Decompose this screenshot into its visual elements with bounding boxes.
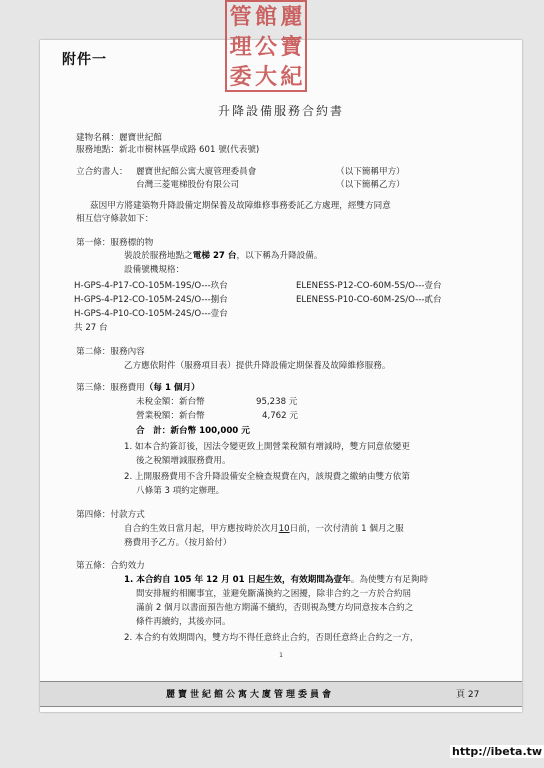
seal-char: 寶 bbox=[280, 35, 303, 60]
watermark-url: http://ibeta.tw bbox=[452, 745, 543, 758]
seal-char: 麗 bbox=[280, 5, 303, 30]
s5-effective-date: 1. 本合約自 105 年 12 月 01 日起生效，有效期間為壹年 bbox=[124, 575, 351, 585]
spec-item: H-GPS-4-P10-CO-105M-24S/O---壹台 bbox=[74, 309, 228, 319]
spec-item: H-GPS-4-P12-CO-105M-24S/O---捌台 bbox=[74, 295, 228, 305]
section-4-line-2: 務費用予乙方。（按月給付） bbox=[124, 538, 232, 548]
fee-note: 1. 如本合約簽訂後，因法令變更致上開營業稅額有增減時，雙方同意依變更 bbox=[124, 442, 410, 452]
document-page bbox=[40, 5, 522, 712]
section-4-line-1 bbox=[124, 523, 404, 535]
section-5-para-1 bbox=[124, 574, 428, 586]
attachment-label: 附件一 bbox=[62, 52, 107, 68]
spec-item: ELENESS-P12-CO-60M-5S/O---壹台 bbox=[296, 281, 442, 291]
seal-char: 大 bbox=[254, 65, 277, 90]
spec-item: H-GPS-4-P17-CO-105M-19S/O---玖台 bbox=[74, 281, 228, 291]
seal-char: 公 bbox=[254, 35, 277, 60]
section-5-heading: 第五條：合約效力 bbox=[76, 561, 145, 571]
intro-line-2: 相互信守條款如下： bbox=[76, 214, 154, 224]
section-5-line: 滿前 2 個月以書面預告他方期滿不續約，否則視為雙方均同意按本合約之 bbox=[136, 603, 414, 613]
s1-text-a: 裝設於服務地點之 bbox=[124, 251, 193, 261]
footer-bar bbox=[40, 681, 522, 705]
footer-page-number: 頁 27 bbox=[456, 690, 480, 700]
seal-char: 管 bbox=[229, 5, 252, 30]
seal-char: 理 bbox=[229, 35, 252, 60]
spec-total: 共 27 台 bbox=[74, 323, 108, 333]
party-a-note: （以下簡稱甲方） bbox=[336, 167, 405, 177]
s1-elevator-count: 電梯 27 台 bbox=[192, 251, 237, 261]
section-5-line: 間安排履約相關事宜，並避免斷滿換約之困擾，除非合約之一方於合約屆 bbox=[136, 589, 412, 599]
section-3-heading bbox=[76, 381, 200, 393]
fee-total: 合 計：新台幣 100,000 元 bbox=[136, 426, 250, 436]
s4-text-b: 日前，一次付清前 1 個月之服 bbox=[289, 524, 404, 534]
fee-label: 營業稅額： bbox=[136, 411, 179, 421]
committee-seal-stamp bbox=[225, 0, 307, 92]
party-b-name: 台灣三菱電梯股份有限公司 bbox=[136, 180, 240, 190]
s1-text-c: ，以下稱為升降設備。 bbox=[236, 251, 323, 261]
parties-label: 立合約書人： bbox=[76, 167, 128, 177]
address-row bbox=[76, 144, 259, 156]
s3-heading-text: 第三條：服務費用 bbox=[76, 383, 145, 393]
s3-heading-period: （每 1 個月） bbox=[144, 383, 200, 393]
fee-currency: 新台幣 bbox=[178, 397, 205, 407]
seal-char: 紀 bbox=[280, 65, 303, 90]
fee-row bbox=[136, 396, 205, 408]
fee-note: 後之稅額增減服務費用。 bbox=[136, 456, 231, 466]
party-a-name: 麗寶世紀館公寓大廈管理委員會 bbox=[136, 167, 257, 177]
party-b-note: （以下簡稱乙方） bbox=[336, 180, 405, 190]
spec-item: ELENESS-P10-CO-60M-2S/O---貳台 bbox=[296, 295, 442, 305]
address-value: 新北市樹林區學成路 601 號(代表號) bbox=[118, 145, 260, 155]
fee-label: 未稅金額： bbox=[136, 397, 179, 407]
address-label: 服務地點： bbox=[76, 145, 119, 155]
section-2-text: 乙方應依附件（服務項目表）提供升降設備定期保養及故障維修服務。 bbox=[124, 361, 391, 371]
footer-organization: 麗寶世紀館公寓大廈管理委員會 bbox=[165, 690, 334, 700]
s4-text-a: 自合約生效日當月起，甲方應按時於次月 bbox=[124, 524, 279, 534]
seal-char: 委 bbox=[229, 65, 252, 90]
section-4-heading: 第四條：付款方式 bbox=[76, 510, 145, 520]
fee-amount: 95,238 元 bbox=[256, 397, 298, 407]
section-1-heading: 第一條：服務標的物 bbox=[76, 238, 154, 248]
fee-note: 八條第 3 項約定辦理。 bbox=[136, 486, 225, 496]
fee-amount: 4,762 元 bbox=[262, 411, 298, 421]
building-row bbox=[76, 132, 162, 144]
page-number: 1 bbox=[279, 652, 283, 659]
fee-currency: 新台幣 bbox=[178, 411, 205, 421]
fee-row bbox=[136, 410, 205, 422]
s5-text: 。為使雙方有足夠時 bbox=[350, 575, 429, 585]
section-5-para-2: 2. 本合約有效期間內，雙方均不得任意終止合約，否則任意終止合約之一方， bbox=[124, 633, 419, 643]
building-label: 建物名稱： bbox=[76, 133, 119, 143]
intro-line-1: 茲因甲方將建築物升降設備定期保養及故障維修事務委託乙方處理，經雙方同意 bbox=[90, 201, 391, 211]
section-1-line-1 bbox=[124, 250, 322, 262]
building-value: 麗寶世紀館 bbox=[118, 133, 162, 143]
spec-label: 設備號機規格： bbox=[124, 265, 185, 275]
seal-char: 館 bbox=[254, 5, 277, 30]
s4-payment-day: 10 bbox=[278, 524, 290, 534]
contract-title: 升降設備服務合約書 bbox=[217, 104, 344, 118]
section-2-heading: 第二條：服務內容 bbox=[76, 347, 145, 357]
section-5-line: 條件再續約，其後亦同。 bbox=[136, 617, 231, 627]
fee-note: 2. 上開服務費用不含升降設備安全檢查規費在內，該規費之繳納由雙方依第 bbox=[124, 472, 410, 482]
